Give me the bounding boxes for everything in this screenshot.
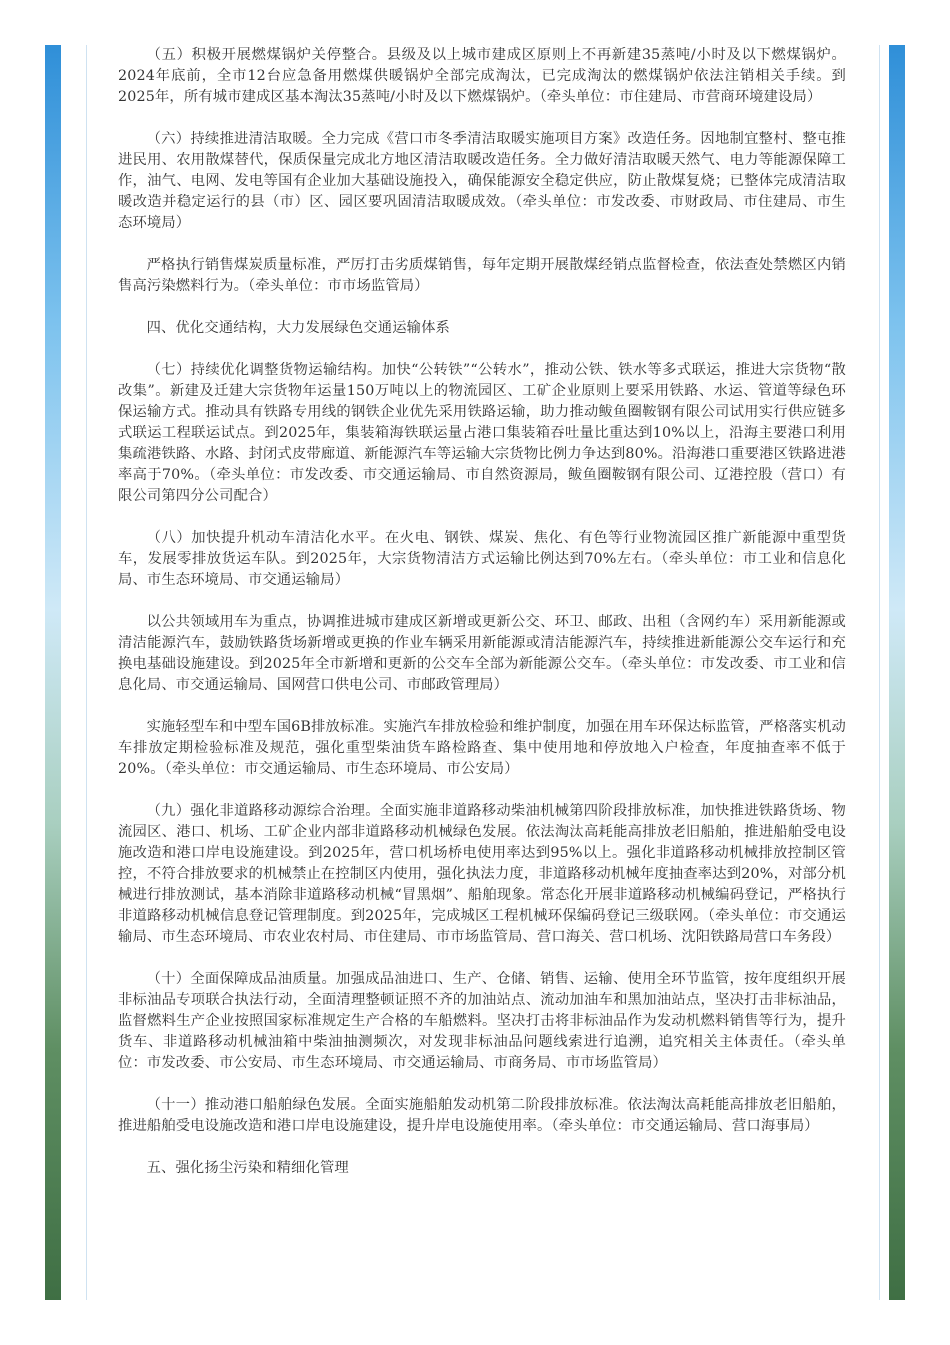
- paragraph-emission-standard: 实施轻型车和中型车国6B排放标准。实施汽车排放检验和维护制度，加强在用车环保达标监管，严格落实机动车排放定期检验标准及规范，强化重型柴油货车路检路查、集中使用地和停放地入户检查，年度抽查率不低于20%。（牵头单位：市交通运输局、市生态环境局、市公安局）: [118, 719, 846, 777]
- left-decorative-border: [45, 45, 61, 1300]
- paragraph-7-freight-structure: （七）持续优化调整货物运输结构。加快“公转铁”“公转水”，推动公铁、铁水等多式联运，推进大宗货物“散改集”。新建及迁建大宗货物年运量150万吨以上的物流园区、工矿企业原则上要采用铁路、水运、管道等绿色环保运输方式。推动具有铁路专用线的钢铁企业优先采用铁路运输，助力推动鲅鱼圈鞍钢有限公司试用实行供应链多式联运工程联运试点。到2025年，集装箱海铁联运量占港口集装箱吞吐量比重达到10%以上，沿海主要港口利用集疏港铁路、水路、封闭式皮带廊道、新能源汽车等运输大宗货物比例力争达到80%。沿海港口重要港区铁路进港率高于70%。（牵头单位：市发改委、市交通运输局、市自然资源局，鲅鱼圈鞍钢有限公司、辽港控股（营口）有限公司第四分公司配合）: [118, 362, 846, 504]
- paragraph-public-vehicles: 以公共领域用车为重点，协调推进城市建成区新增或更新公交、环卫、邮政、出租（含网约车）采用新能源或清洁能源汽车，鼓励铁路货场新增或更换的作业车辆采用新能源或清洁能源汽车，持续推进新能源公交车运行和充换电基础设施建设。到2025年全市新增和更新的公交车全部为新能源公交车。（牵头单位：市发改委、市工业和信息化局、市交通运输局、国网营口供电公司、市邮政管理局）: [118, 614, 846, 693]
- paragraph-9-nonroad: （九）强化非道路移动源综合治理。全面实施非道路移动柴油机械第四阶段排放标准，加快推进铁路货场、物流园区、港口、机场、工矿企业内部非道路移动机械绿色发展。依法淘汰高耗能高排放老旧船舶，推进船舶受电设施改造和港口岸电设施建设。到2025年，营口机场桥电使用率达到95%以上。强化非道路移动机械排放控制区管控，不符合排放要求的机械禁止在控制区内使用，强化执法力度，非道路移动机械年度抽查率达到20%，对部分机械进行排放测试，基本消除非道路移动机械“冒黑烟”、船舶现象。常态化开展非道路移动机械编码登记，严格执行非道路移动机械信息登记管理制度。到2025年，完成城区工程机械环保编码登记三级联网。（牵头单位：市交通运输局、市生态环境局、市农业农村局、市住建局、市市场监管局、营口海关、营口机场、沈阳铁路局营口车务段）: [118, 803, 846, 945]
- paragraph-8-vehicle-cleaning: （八）加快提升机动车清洁化水平。在火电、钢铁、煤炭、焦化、有色等行业物流园区推广新能源中重型货车，发展零排放货运车队。到2025年，大宗货物清洁方式运输比例达到70%左右。（牵头单位：市工业和信息化局、市生态环境局、市交通运输局）: [118, 530, 846, 588]
- paragraph-5-coal-boilers: （五）积极开展燃煤锅炉关停整合。县级及以上城市建成区原则上不再新建35蒸吨/小时及以下燃煤锅炉。2024年底前，全市12台应急备用燃煤供暖锅炉全部完成淘汰，已完成淘汰的燃煤锅炉依法注销相关手续。到2025年，所有城市建成区基本淘汰35蒸吨/小时及以下燃煤锅炉。（牵头单位：市住建局、市营商环境建设局）: [118, 47, 846, 105]
- document-body: [118, 45, 846, 1200]
- section-heading-5: 五、强化扬尘污染和精细化管理: [146, 1160, 349, 1176]
- right-decorative-border: [889, 45, 905, 1300]
- paragraph-10-fuel-quality: （十）全面保障成品油质量。加强成品油进口、生产、仓储、销售、运输、使用全环节监管，按年度组织开展非标油品专项联合执法行动，全面清理整顿证照不齐的加油站点、流动加油车和黑加油站点，坚决打击非标油品，监督燃料生产企业按照国家标准规定生产合格的车船燃料。坚决打击将非标油品作为发动机燃料销售等行为，提升货车、非道路移动机械油箱中柴油抽测频次，对发现非标油品问题线索进行追溯，追究相关主体责任。（牵头单位：市发改委、市公安局、市生态环境局、市交通运输局、市商务局、市市场监管局）: [118, 971, 846, 1071]
- paragraph-11-port-ships: （十一）推动港口船舶绿色发展。全面实施船舶发动机第二阶段排放标准。依法淘汰高耗能高排放老旧船舶，推进船舶受电设施改造和港口岸电设施建设，提升岸电设施使用率。（牵头单位：市交通运输局、营口海事局）: [118, 1097, 846, 1134]
- section-heading-4: 四、优化交通结构，大力发展绿色交通运输体系: [146, 320, 450, 336]
- paragraph-6-clean-heating: （六）持续推进清洁取暖。全力完成《营口市冬季清洁取暖实施项目方案》改造任务。因地制宜整村、整屯推进民用、农用散煤替代，保质保量完成北方地区清洁取暖改造任务。全力做好清洁取暖天然气、电力等能源保障工作，油气、电网、发电等国有企业加大基础设施投入，确保能源安全稳定供应，防止散煤复烧；已整体完成清洁取暖改造并稳定运行的县（市）区、园区要巩固清洁取暖成效。（牵头单位：市发改委、市财政局、市住建局、市生态环境局）: [118, 131, 846, 231]
- paragraph-coal-quality: 严格执行销售煤炭质量标准，严厉打击劣质煤销售，每年定期开展散煤经销点监督检查，依法查处禁燃区内销售高污染燃料行为。（牵头单位：市市场监管局）: [118, 257, 846, 294]
